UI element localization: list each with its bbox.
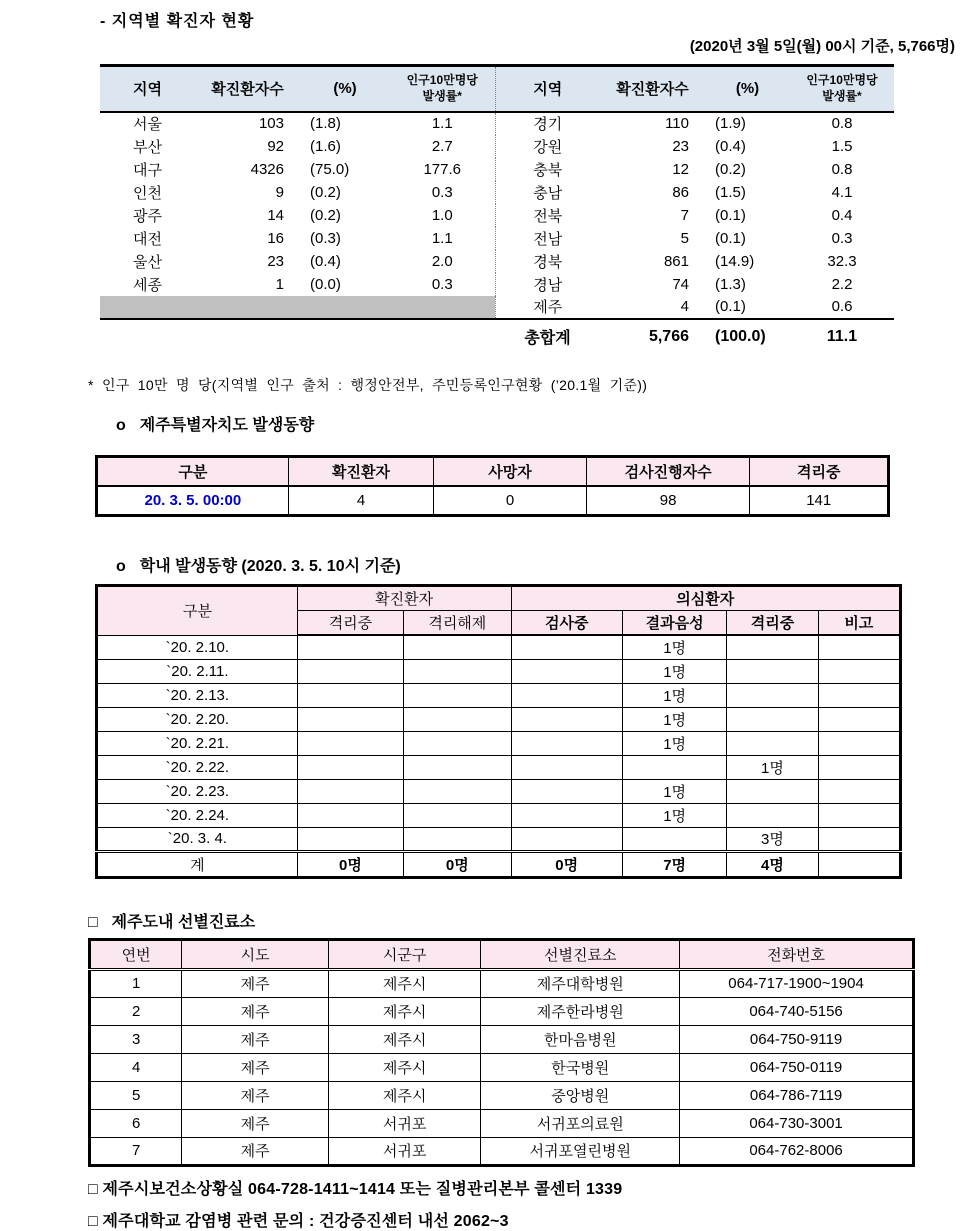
col-header-testing: 검사중: [511, 610, 622, 635]
col-header-quarantined: 격리중: [297, 610, 403, 635]
cell: 1명: [622, 803, 726, 827]
table-row: [90, 1025, 914, 1053]
confirmed-count: 23: [672, 137, 689, 155]
date-label: `20. 2.22.: [97, 755, 298, 779]
region-name: 경남: [495, 273, 600, 296]
clinic-city: 서귀포: [328, 1109, 481, 1137]
region-name: 세종: [133, 276, 162, 294]
cell: [622, 755, 726, 779]
clinic-phone: 064-730-3001: [680, 1109, 914, 1137]
cell: [404, 803, 511, 827]
confirmed-count: 4326: [250, 160, 284, 178]
cell: 1명: [622, 635, 726, 659]
table-row: [100, 227, 894, 250]
clinic-name: 한마음병원: [481, 1025, 680, 1053]
date-label: `20. 2.10.: [97, 635, 298, 659]
clinic-city: 제주시: [328, 1081, 481, 1109]
contact-line-university: □ 제주대학교 감염병 관련 문의 : 건강증진센터 내선 2062~3: [88, 1212, 509, 1230]
confirmed-count: 110: [665, 115, 689, 132]
total-testing: 0명: [511, 851, 622, 877]
clinic-phone: 064-740-5156: [680, 997, 914, 1025]
col-header-clinic: 선별진료소: [481, 939, 680, 969]
cell: 3명: [727, 827, 818, 851]
clinic-table: [88, 938, 915, 1167]
table-row: [100, 135, 894, 158]
cell: [727, 707, 818, 731]
cell: [404, 779, 511, 803]
confirmed-count: 92: [267, 137, 284, 155]
cell: [727, 683, 818, 707]
table-row: [97, 803, 901, 827]
cell: [404, 659, 511, 683]
table-row: [97, 683, 901, 707]
table-row: [100, 181, 894, 204]
percent-value: (1.8): [310, 115, 341, 132]
table-row: [97, 486, 889, 515]
cell: [818, 635, 900, 659]
total-label: 총합계: [524, 330, 571, 347]
school-status-table: [95, 584, 902, 879]
rate-value: 2.0: [431, 252, 453, 270]
clinic-phone: 064-750-0119: [680, 1053, 914, 1081]
clinic-phone: 064-762-8006: [680, 1137, 914, 1165]
cell: [727, 803, 818, 827]
total-negative: 7명: [622, 851, 726, 877]
percent-value: (0.3): [310, 229, 341, 247]
col-header-remarks: 비고: [818, 610, 900, 635]
confirmed-count: 23: [267, 252, 284, 270]
col-header-negative: 결과음성: [622, 610, 726, 635]
cell: [727, 779, 818, 803]
percent-value: (1.5): [715, 183, 746, 201]
cell: [511, 755, 622, 779]
cell: [818, 755, 900, 779]
percent-value: (0.1): [705, 296, 790, 319]
percent-value: (0.2): [310, 183, 341, 201]
region-name: 대전: [133, 230, 162, 248]
quarantine-value: 141: [750, 486, 889, 515]
section-heading-text: 학내 발생동향 (2020. 3. 5. 10시 기준): [139, 557, 401, 575]
region-name: 충남: [495, 181, 600, 204]
col-header-region: 지역: [100, 66, 195, 112]
region-name: 대구: [133, 161, 162, 179]
percent-value: (75.0): [310, 160, 350, 178]
col-header-deaths: 사망자: [434, 456, 587, 486]
clinic-name: 서귀포의료원: [481, 1109, 680, 1137]
cell: [511, 827, 622, 851]
cell: [818, 803, 900, 827]
clinic-phone: 064-786-7119: [680, 1081, 914, 1109]
deaths-value: 0: [434, 486, 587, 515]
percent-value: (0.1): [715, 229, 746, 247]
rate-value: 1.0: [431, 206, 453, 224]
clinic-name: 제주대학병원: [481, 969, 680, 997]
percent-value: (0.1): [715, 206, 746, 224]
clinic-no: 7: [90, 1137, 182, 1165]
cell: [511, 779, 622, 803]
cell: [727, 635, 818, 659]
clinic-phone: 064-717-1900~1904: [680, 969, 914, 997]
testing-value: 98: [586, 486, 750, 515]
table-row: [90, 1081, 914, 1109]
date-label: `20. 2.11.: [97, 659, 298, 683]
region-name: 서울: [133, 116, 162, 133]
col-header-gubun: 구분: [97, 585, 298, 635]
rate-value: 4.1: [831, 183, 853, 201]
jeju-status-table: [95, 455, 890, 517]
col-header-phone: 전화번호: [680, 939, 914, 969]
clinic-province: 제주: [182, 997, 329, 1025]
date-label: `20. 2.21.: [97, 731, 298, 755]
confirmed-count: 1: [275, 275, 284, 293]
col-header-gubun: 구분: [97, 456, 289, 486]
col-group-confirmed: 확진환자: [297, 585, 511, 610]
region-table: [100, 64, 894, 349]
clinic-city: 제주시: [328, 1053, 481, 1081]
cell: [818, 779, 900, 803]
table-row: [97, 659, 901, 683]
region-name: 경기: [495, 112, 600, 135]
cell: [818, 731, 900, 755]
clinic-header-row: [90, 939, 914, 969]
clinic-name: 서귀포열린병원: [481, 1137, 680, 1165]
empty-gray-cell: [100, 296, 495, 319]
total-row: [100, 319, 894, 349]
clinic-no: 1: [90, 969, 182, 997]
cell: 1명: [622, 659, 726, 683]
clinic-name: 제주한라병원: [481, 997, 680, 1025]
cell: [297, 707, 403, 731]
confirmed-count: 74: [672, 275, 689, 293]
cell: [727, 659, 818, 683]
col-header-quarantine: 격리중: [750, 456, 889, 486]
cell: [297, 755, 403, 779]
rate-value: 2.7: [431, 137, 453, 155]
section-heading-text: 제주도내 선별진료소: [111, 913, 256, 931]
section-marker: o: [116, 416, 126, 434]
table-row: [100, 273, 894, 296]
total-quarantined2: 4명: [727, 851, 818, 877]
col-header-released: 격리해제: [404, 610, 511, 635]
cell: [297, 731, 403, 755]
table-row: [97, 635, 901, 659]
rate-value: 0.4: [831, 206, 853, 224]
cell: [404, 707, 511, 731]
table-row: [97, 731, 901, 755]
col-header-percent: (%): [300, 66, 390, 112]
total-remarks: [818, 851, 900, 877]
cell: [727, 731, 818, 755]
section-heading-school: [116, 553, 955, 576]
rate-value: 1.1: [431, 115, 453, 132]
cell: [297, 659, 403, 683]
cell: [511, 635, 622, 659]
percent-value: (1.6): [310, 137, 341, 155]
confirmed-value: 4: [288, 486, 434, 515]
rate-header-line2: 발생률*: [822, 88, 862, 103]
clinic-province: 제주: [182, 1025, 329, 1053]
total-quarantined: 0명: [297, 851, 403, 877]
percent-value: (1.9): [715, 115, 746, 132]
total-percent: (100.0): [715, 327, 766, 345]
total-released: 0명: [404, 851, 511, 877]
cell: [404, 731, 511, 755]
confirmed-count: 12: [672, 160, 689, 178]
cell: 1명: [622, 731, 726, 755]
cell: [818, 827, 900, 851]
col-header-province: 시도: [182, 939, 329, 969]
confirmed-count: 103: [258, 115, 284, 132]
col-header-city: 시군구: [328, 939, 481, 969]
region-name: 충북: [495, 158, 600, 181]
date-label: `20. 2.23.: [97, 779, 298, 803]
table-row: [100, 204, 894, 227]
clinic-no: 4: [90, 1053, 182, 1081]
col-header-confirmed: 확진환자수: [600, 66, 705, 112]
section-heading-text: 제주특별자치도 발생동향: [139, 416, 315, 434]
clinic-province: 제주: [182, 969, 329, 997]
region-name: 전북: [495, 204, 600, 227]
total-row-spacer: [100, 319, 495, 349]
cell: [297, 635, 403, 659]
cell: [297, 779, 403, 803]
confirmed-count: 16: [267, 229, 284, 247]
cell: [511, 659, 622, 683]
total-rate: 11.1: [826, 327, 858, 345]
status-datetime: 20. 3. 5. 00:00: [97, 486, 289, 515]
cell: 1명: [727, 755, 818, 779]
col-header-percent: (%): [705, 66, 790, 112]
region-name: 경북: [495, 250, 600, 273]
percent-value: (0.2): [715, 160, 746, 178]
region-name: 광주: [133, 207, 162, 225]
section-heading-jeju: [116, 412, 955, 435]
col-header-rate: [790, 66, 894, 112]
col-header-quarantined2: 격리중: [727, 610, 818, 635]
clinic-name: 중앙병원: [481, 1081, 680, 1109]
clinic-city: 서귀포: [328, 1137, 481, 1165]
rate-value: 0.3: [831, 229, 853, 247]
rate-header-line2: 발생률*: [422, 88, 462, 103]
cell: [511, 707, 622, 731]
rate-value: 0.8: [831, 160, 853, 178]
cell: [511, 683, 622, 707]
cell: [404, 683, 511, 707]
cell: 1명: [622, 707, 726, 731]
percent-value: (1.3): [715, 275, 746, 293]
total-label: 계: [97, 851, 298, 877]
percent-value: (0.4): [715, 137, 746, 155]
cell: [818, 659, 900, 683]
cell: [297, 683, 403, 707]
col-group-suspected: 의심환자: [511, 585, 900, 610]
percent-value: (0.2): [310, 206, 341, 224]
col-header-no: 연번: [90, 939, 182, 969]
rate-value: 0.8: [831, 115, 853, 132]
section-heading-clinics: [88, 909, 955, 932]
cell: [297, 827, 403, 851]
table-row: [90, 969, 914, 997]
rate-value: 1.1: [431, 229, 453, 247]
rate-value: 0.3: [431, 275, 453, 293]
clinic-no: 5: [90, 1081, 182, 1109]
section-marker: o: [116, 557, 126, 575]
cell: [818, 707, 900, 731]
region-name: 울산: [133, 253, 162, 271]
percent-value: (0.4): [310, 252, 341, 270]
table-row: [90, 1137, 914, 1165]
rate-value: 177.6: [423, 160, 462, 178]
confirmed-count: 7: [680, 206, 689, 224]
total-confirmed: 5,766: [648, 327, 689, 345]
table-row: [90, 1053, 914, 1081]
col-header-region: 지역: [495, 66, 600, 112]
confirmed-count: 86: [672, 183, 689, 201]
rate-value: 32.3: [827, 252, 857, 270]
table-row: [100, 112, 894, 135]
clinic-province: 제주: [182, 1053, 329, 1081]
col-header-rate: [390, 66, 495, 112]
jeju-table-header-row: [97, 456, 889, 486]
report-date-note: (2020년 3월 5일(월) 00시 기준, 5,766명): [689, 38, 955, 55]
table-row: [100, 296, 894, 319]
date-label: `20. 2.24.: [97, 803, 298, 827]
rate-value: 2.2: [831, 275, 853, 293]
cell: 1명: [622, 683, 726, 707]
cell: [297, 803, 403, 827]
cell: [404, 635, 511, 659]
clinic-province: 제주: [182, 1081, 329, 1109]
region-name: 강원: [495, 135, 600, 158]
region-name: 부산: [133, 138, 162, 156]
region-name: 전남: [495, 227, 600, 250]
clinic-city: 제주시: [328, 997, 481, 1025]
table-row: [97, 755, 901, 779]
cell: [404, 827, 511, 851]
rate-header-line1: 인구10만명당: [806, 73, 878, 88]
school-header-row-1: [97, 585, 901, 610]
confirmed-count: 14: [267, 206, 284, 224]
confirmed-count: 4: [600, 296, 705, 319]
page-title: - 지역별 확진자 현황: [100, 13, 255, 30]
region-name: 제주: [495, 296, 600, 319]
rate-value: 1.5: [831, 137, 853, 155]
date-label: `20. 2.13.: [97, 683, 298, 707]
region-name: 인천: [133, 184, 162, 202]
rate-value: 0.3: [431, 183, 453, 201]
clinic-no: 6: [90, 1109, 182, 1137]
region-table-header-row: [100, 66, 894, 112]
table-row: [97, 827, 901, 851]
cell: [511, 803, 622, 827]
clinic-city: 제주시: [328, 969, 481, 997]
table-row: [100, 158, 894, 181]
school-total-row: [97, 851, 901, 877]
rate-value: 0.6: [790, 296, 894, 319]
table-row: [90, 997, 914, 1025]
percent-value: (0.0): [310, 275, 341, 293]
table-row: [100, 250, 894, 273]
confirmed-count: 9: [275, 183, 284, 201]
date-label: `20. 2.20.: [97, 707, 298, 731]
contact-line-health-center: □ 제주시보건소상황실 064-728-1411~1414 또는 질병관리본부 콜센터 1339: [88, 1180, 623, 1198]
clinic-phone: 064-750-9119: [680, 1025, 914, 1053]
date-label: `20. 3. 4.: [97, 827, 298, 851]
clinic-province: 제주: [182, 1137, 329, 1165]
cell: [622, 827, 726, 851]
rate-header-line1: 인구10만명당: [406, 73, 478, 88]
cell: 1명: [622, 779, 726, 803]
cell: [511, 731, 622, 755]
table-row: [97, 707, 901, 731]
section-marker: □: [88, 913, 98, 931]
clinic-name: 한국병원: [481, 1053, 680, 1081]
table-row: [90, 1109, 914, 1137]
cell: [404, 755, 511, 779]
confirmed-count: 861: [663, 252, 689, 270]
col-header-confirmed: 확진환자: [288, 456, 434, 486]
population-footnote: * 인구 10만 명 당(지역별 인구 출처 : 행정안전부, 주민등록인구현황 (’20.1월 기준)): [88, 376, 648, 393]
clinic-city: 제주시: [328, 1025, 481, 1053]
table-row: [97, 779, 901, 803]
clinic-no: 3: [90, 1025, 182, 1053]
clinic-province: 제주: [182, 1109, 329, 1137]
percent-value: (14.9): [715, 252, 755, 270]
cell: [818, 683, 900, 707]
clinic-no: 2: [90, 997, 182, 1025]
confirmed-count: 5: [680, 229, 689, 247]
col-header-testing: 검사진행자수: [586, 456, 750, 486]
col-header-confirmed: 확진환자수: [195, 66, 300, 112]
